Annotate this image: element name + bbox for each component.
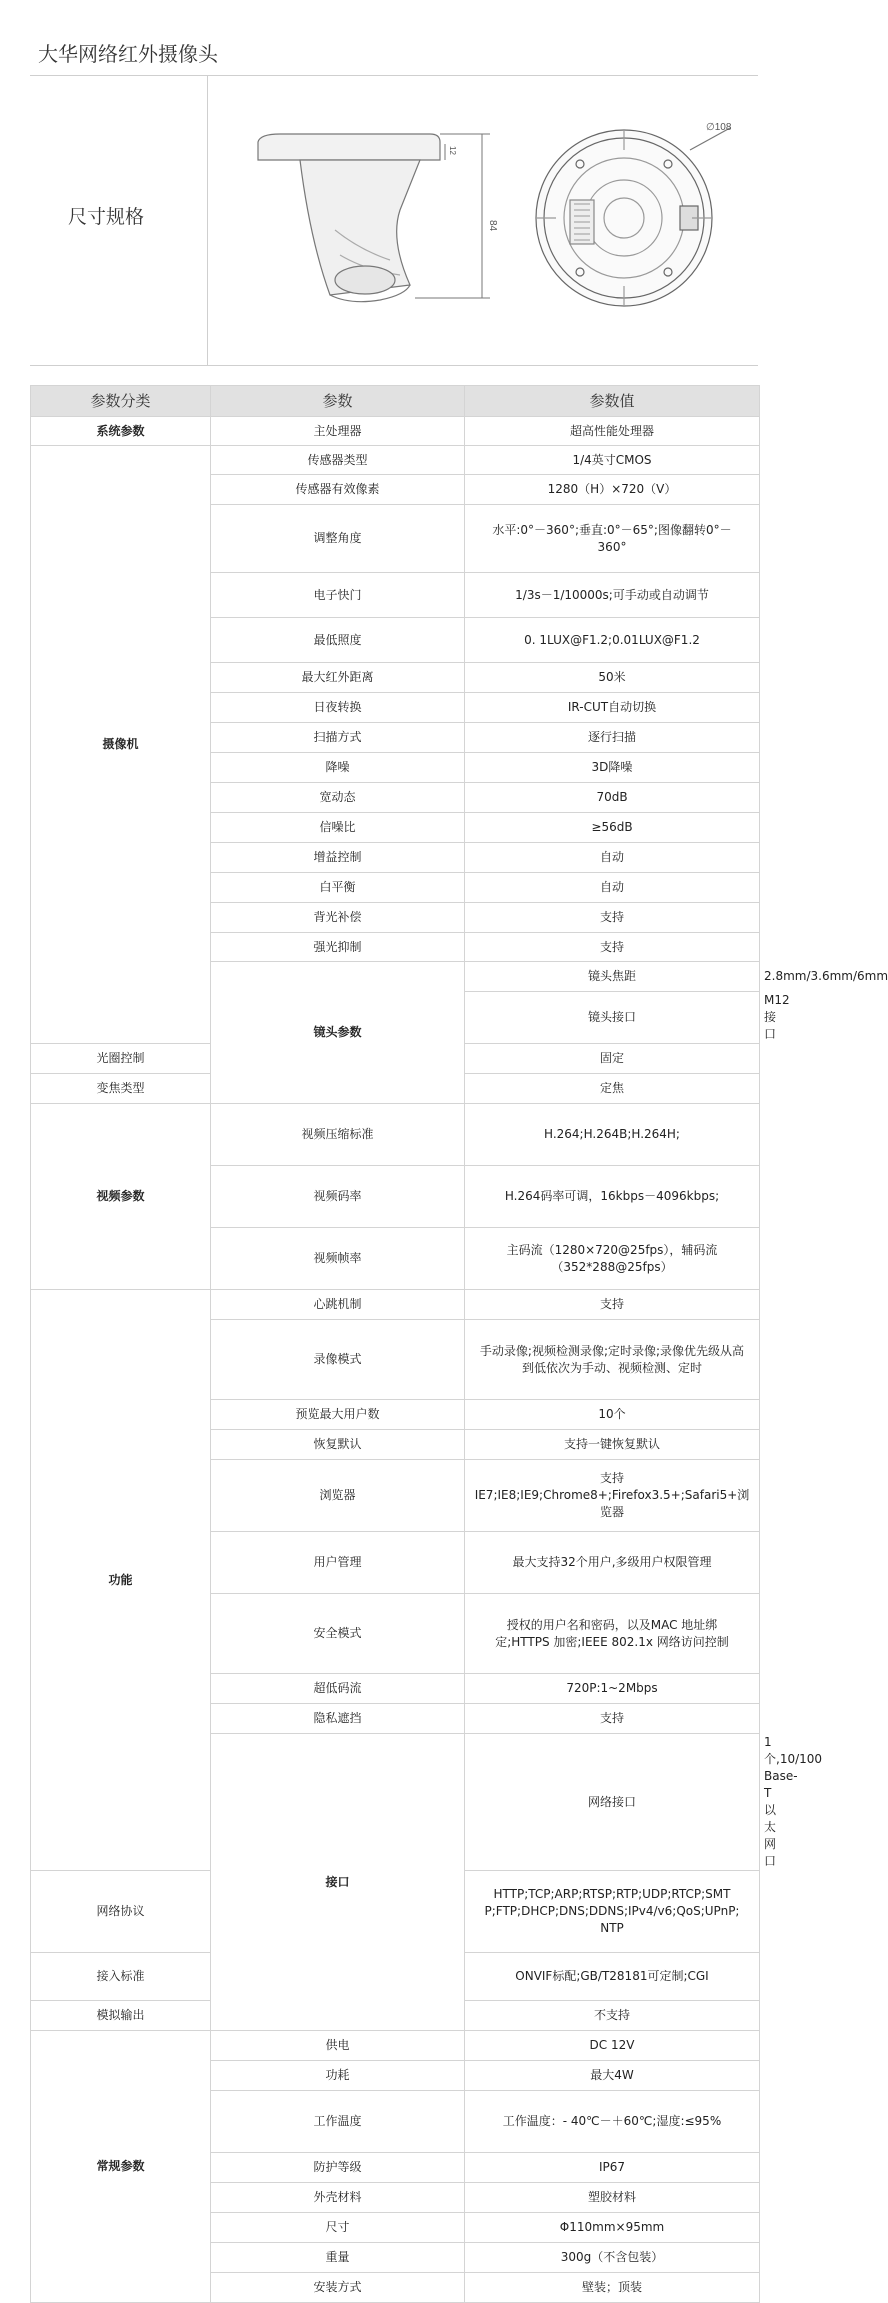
side-view-drawing bbox=[258, 134, 440, 302]
small-height-label: 12 bbox=[448, 146, 457, 155]
value-cell: 最大支持32个用户,多级用户权限管理 bbox=[465, 1532, 760, 1594]
value-cell: 支持 bbox=[465, 1290, 760, 1320]
param-cell: 扫描方式 bbox=[211, 723, 465, 753]
param-cell: 安全模式 bbox=[211, 1594, 465, 1674]
param-cell: 网络接口 bbox=[465, 1734, 760, 1871]
value-cell: HTTP;TCP;ARP;RTSP;RTP;UDP;RTCP;SMT P;FTP;DHCP;DNS;DDNS;IPv4/v6;QoS;UPnP; NTP bbox=[465, 1871, 760, 1953]
param-cell: 录像模式 bbox=[211, 1320, 465, 1400]
table-header-row bbox=[31, 386, 760, 417]
table-row bbox=[31, 1290, 760, 1320]
param-cell: 模拟输出 bbox=[31, 2001, 211, 2031]
value-cell: 自动 bbox=[465, 843, 760, 873]
value-cell: Φ110mm×95mm bbox=[465, 2213, 760, 2243]
value-cell: 逐行扫描 bbox=[465, 723, 760, 753]
value-cell: 720P:1~2Mbps bbox=[465, 1674, 760, 1704]
table-row: 镜头参数 镜头焦距 2.8mm/3.6mm/6mm bbox=[31, 962, 760, 992]
value-cell: 支持 bbox=[465, 1704, 760, 1734]
param-cell: 超低码流 bbox=[211, 1674, 465, 1704]
category-cell: 镜头参数 bbox=[211, 962, 465, 1104]
value-cell: ONVIF标配;GB/T28181可定制;CGI bbox=[465, 1953, 760, 2001]
value-cell: 1/4英寸CMOS bbox=[465, 446, 760, 475]
param-cell: 接入标准 bbox=[31, 1953, 211, 2001]
param-cell: 浏览器 bbox=[211, 1460, 465, 1532]
table-row: 镜头接口 M12接口 bbox=[31, 992, 760, 1044]
value-cell: ≥56dB bbox=[465, 813, 760, 843]
value-cell: 不支持 bbox=[465, 2001, 760, 2031]
table-row bbox=[31, 1104, 760, 1166]
value-cell: IR-CUT自动切换 bbox=[465, 693, 760, 723]
value-cell: 定焦 bbox=[465, 1074, 760, 1104]
param-cell: 主处理器 bbox=[211, 417, 465, 446]
spec-table-body bbox=[31, 417, 888, 2303]
value-cell: 塑胶材料 bbox=[465, 2183, 760, 2213]
value-cell: 10个 bbox=[465, 1400, 760, 1430]
dimension-label: 尺寸规格 bbox=[68, 206, 145, 228]
param-cell: 镜头接口 bbox=[465, 992, 760, 1044]
value-cell: IP67 bbox=[465, 2153, 760, 2183]
value-cell: 1280（H）×720（V） bbox=[465, 475, 760, 505]
dimension-divider bbox=[207, 75, 208, 365]
param-cell: 调整角度 bbox=[211, 505, 465, 573]
value-cell: DC 12V bbox=[465, 2031, 760, 2061]
param-cell: 供电 bbox=[211, 2031, 465, 2061]
param-cell: 视频码率 bbox=[211, 1166, 465, 1228]
category-cell: 摄像机 bbox=[31, 446, 211, 1044]
value-cell: 授权的用户名和密码，以及MAC 地址绑 定;HTTPS 加密;IEEE 802.1x 网络访问控制 bbox=[465, 1594, 760, 1674]
title-divider bbox=[30, 75, 758, 76]
page-title: 大华网络红外摄像头 bbox=[38, 42, 218, 66]
param-cell: 日夜转换 bbox=[211, 693, 465, 723]
table-row bbox=[31, 417, 760, 446]
param-cell: 工作温度 bbox=[211, 2091, 465, 2153]
height-label: 84 bbox=[487, 220, 498, 232]
value-cell: 超高性能处理器 bbox=[465, 417, 760, 446]
value-cell: 0. 1LUX@F1.2;0.01LUX@F1.2 bbox=[465, 618, 760, 663]
param-cell: 传感器有效像素 bbox=[211, 475, 465, 505]
param-cell: 心跳机制 bbox=[211, 1290, 465, 1320]
param-cell: 防护等级 bbox=[211, 2153, 465, 2183]
param-cell: 背光补偿 bbox=[211, 903, 465, 933]
param-cell: 传感器类型 bbox=[211, 446, 465, 475]
param-cell: 网络协议 bbox=[31, 1871, 211, 1953]
value-cell: 70dB bbox=[465, 783, 760, 813]
param-cell: 增益控制 bbox=[211, 843, 465, 873]
table-row: 接口 网络接口 1个,10/100 Base-T以太网口 bbox=[31, 1734, 760, 1871]
param-cell: 最大红外距离 bbox=[211, 663, 465, 693]
param-cell: 变焦类型 bbox=[31, 1074, 211, 1104]
param-cell: 用户管理 bbox=[211, 1532, 465, 1594]
param-cell: 视频帧率 bbox=[211, 1228, 465, 1290]
value-cell: 水平:0°－360°;垂直:0°－65°;图像翻转0°－ 360° bbox=[465, 505, 760, 573]
param-cell: 强光抑制 bbox=[211, 933, 465, 962]
param-cell: 镜头焦距 bbox=[465, 962, 760, 992]
param-cell: 最低照度 bbox=[211, 618, 465, 663]
value-cell: 自动 bbox=[465, 873, 760, 903]
category-cell: 视频参数 bbox=[31, 1104, 211, 1290]
value-cell: H.264码率可调，16kbps－4096kbps; bbox=[465, 1166, 760, 1228]
param-cell: 视频压缩标准 bbox=[211, 1104, 465, 1166]
param-cell: 外壳材料 bbox=[211, 2183, 465, 2213]
value-cell: 主码流（1280×720@25fps），辅码流 （352*288@25fps） bbox=[465, 1228, 760, 1290]
param-cell: 光圈控制 bbox=[31, 1044, 211, 1074]
value-cell: 支持一键恢复默认 bbox=[465, 1430, 760, 1460]
param-cell: 电子快门 bbox=[211, 573, 465, 618]
diameter-label: ∅108 bbox=[706, 122, 732, 133]
category-cell: 功能 bbox=[31, 1290, 211, 1871]
value-cell: 最大4W bbox=[465, 2061, 760, 2091]
header-value: 参数值 bbox=[465, 386, 760, 417]
value-cell: 支持 bbox=[465, 933, 760, 962]
param-cell: 降噪 bbox=[211, 753, 465, 783]
value-cell: H.264;H.264B;H.264H; bbox=[465, 1104, 760, 1166]
param-cell: 预览最大用户数 bbox=[211, 1400, 465, 1430]
value-cell: 工作温度：- 40℃－＋60℃;湿度:≤95% bbox=[465, 2091, 760, 2153]
header-category: 参数分类 bbox=[31, 386, 211, 417]
value-cell: 3D降噪 bbox=[465, 753, 760, 783]
param-cell: 隐私遮挡 bbox=[211, 1704, 465, 1734]
param-cell: 信噪比 bbox=[211, 813, 465, 843]
table-row bbox=[31, 2031, 760, 2061]
value-cell: 300g（不含包装） bbox=[465, 2243, 760, 2273]
param-cell: 重量 bbox=[211, 2243, 465, 2273]
dimension-drawing bbox=[240, 120, 760, 320]
category-cell: 常规参数 bbox=[31, 2031, 211, 2303]
value-cell: 手动录像;视频检测录像;定时录像;录像优先级从高 到低依次为手动、视频检测、定时 bbox=[465, 1320, 760, 1400]
param-cell: 宽动态 bbox=[211, 783, 465, 813]
value-cell: 1/3s－1/10000s;可手动或自动调节 bbox=[465, 573, 760, 618]
header-param: 参数 bbox=[211, 386, 465, 417]
value-cell: 50米 bbox=[465, 663, 760, 693]
value-cell: 支持 IE7;IE8;IE9;Chrome8+;Firefox3.5+;Safari5+浏 览器 bbox=[465, 1460, 760, 1532]
value-cell: 壁装；顶装 bbox=[465, 2273, 760, 2303]
category-cell: 系统参数 bbox=[31, 417, 211, 446]
table-row bbox=[31, 446, 760, 475]
top-view-drawing bbox=[536, 128, 730, 306]
spec-table bbox=[30, 385, 888, 2303]
param-cell: 功耗 bbox=[211, 2061, 465, 2091]
value-cell: 固定 bbox=[465, 1044, 760, 1074]
param-cell: 恢复默认 bbox=[211, 1430, 465, 1460]
category-cell: 接口 bbox=[211, 1734, 465, 2031]
value-cell: 支持 bbox=[465, 903, 760, 933]
param-cell: 安装方式 bbox=[211, 2273, 465, 2303]
param-cell: 白平衡 bbox=[211, 873, 465, 903]
param-cell: 尺寸 bbox=[211, 2213, 465, 2243]
